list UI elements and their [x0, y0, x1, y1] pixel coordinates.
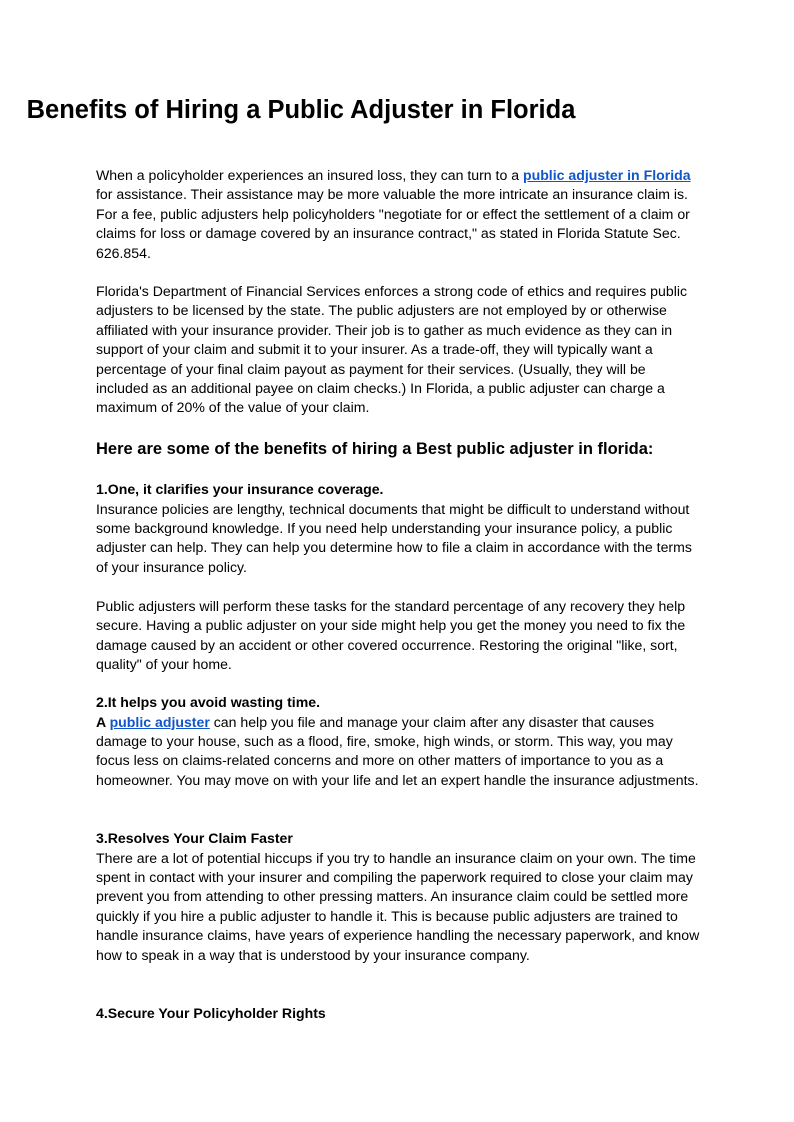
section-1-body-2: Public adjusters will perform these tasks for the standard percentage of any recovery they help secure. Having a public adjuster on your side might help you get the money you need to fix the damage caused by an accident or other covered occurrence. Restoring the original "like, sort, quality" of your home. — [96, 598, 686, 673]
public-adjuster-link[interactable]: public adjuster — [109, 713, 210, 730]
licensing-paragraph: Florida's Department of Financial Services enforces a strong code of ethics and requires public adjusters to be licensed by the state. The public adjusters are not employed by or otherwise affiliated with your insurance provider. Their job is to gather as much evidence as they can in support of your claim and submit it to your insurer. As a trade-off, they will typically want a percentage of your final claim payout as payment for their services. (Usually, they will be included as an additional payee on claim checks.) In Florida, a public adjuster can charge a maximum of 20% of the value of your claim. — [96, 283, 688, 416]
section-2-body — [96, 713, 702, 791]
section-3-heading: 3.Resolves Your Claim Faster — [96, 830, 293, 846]
section-4-heading: 4.Secure Your Policyholder Rights — [96, 1005, 326, 1021]
section-1-body: Insurance policies are lengthy, technical documents that might be difficult to understand without some background knowledge. If you need help understanding your insurance policy, a public adjuster can help. They can help you determine how to file a claim in accordance with the terms of your insurance policy. — [96, 500, 692, 575]
intro-paragraph — [96, 166, 702, 263]
section-2-heading: 2.It helps you avoid wasting time. — [96, 694, 320, 710]
section-2-lead-text: A — [96, 713, 110, 730]
benefits-heading: Here are some of the benefits of hiring a Best public adjuster in florida: — [96, 440, 654, 458]
public-adjuster-florida-link[interactable]: public adjuster in Florida — [522, 167, 691, 183]
document-title: Benefits of Hiring a Public Adjuster in Florida — [26, 96, 576, 124]
section-1-heading: 1.One, it clarifies your insurance coverage. — [96, 481, 384, 497]
section-2-rest-text: can help you file and manage your claim after any disaster that causes damage to your house, such as a flood, fire, smoke, high winds, or storm. This way, you may focus less on claims-related concerns and more on other matters of importance to you as a homeowner. You may move on with your life and let an expert handle the insurance adjustments. — [96, 713, 699, 788]
intro-lead-text: When a policyholder experiences an insured loss, they can turn to a — [96, 167, 523, 183]
intro-rest-text: for assistance. Their assistance may be more valuable the more intricate an insurance claim is. For a fee, public adjusters help policyholders "negotiate for or effect the settlement of a claim or claims for loss or damage covered by an insurance contract," as stated in Florida Statute Sec. 626.854. — [96, 186, 690, 261]
section-3-body: There are a lot of potential hiccups if you try to handle an insurance claim on your own. The time spent in contact with your insurer and compiling the paperwork required to close your claim may prevent you from attending to other pressing matters. An insurance claim could be settled more quickly if you hire a public adjuster to handle it. This is because public adjusters are trained to handle insurance claims, have years of experience handling the necessary paperwork, and know how to speak in a way that is understood by your insurance company. — [96, 849, 700, 963]
